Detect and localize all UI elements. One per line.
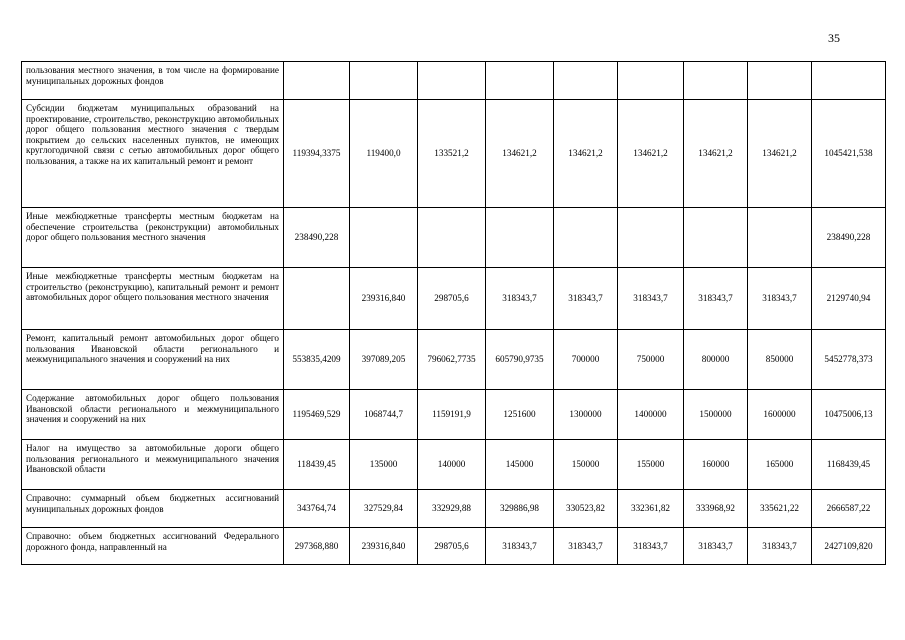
value-cell <box>350 208 418 268</box>
value-cell: 332361,82 <box>618 490 684 528</box>
value-cell: 1195469,529 <box>284 390 350 440</box>
row-description: Субсидии бюджетам муниципальных образований на проектирование, строительство, реконструкцию автомобильных дорог общего пользования местного значения с твердым покрытием до сельских населенных пунктов, не имеющих круглогодичной связи с сетью автомобильных дорог общего пользования, а также на их капитальный ремонт и ремонт <box>22 100 284 208</box>
value-cell: 297368,880 <box>284 528 350 565</box>
value-cell: 605790,9735 <box>486 330 554 390</box>
value-cell <box>284 268 350 330</box>
value-cell: 318343,7 <box>554 528 618 565</box>
value-cell: 145000 <box>486 440 554 490</box>
value-cell: 165000 <box>748 440 812 490</box>
row-description: пользования местного значения, в том числе на формирование муниципальных дорожных фондов <box>22 62 284 100</box>
value-cell: 134621,2 <box>486 100 554 208</box>
value-cell <box>486 208 554 268</box>
value-cell <box>618 62 684 100</box>
value-cell: 150000 <box>554 440 618 490</box>
value-cell: 318343,7 <box>554 268 618 330</box>
row-description: Справочно: объем бюджетных ассигнований Федерального дорожного фонда, направленный на <box>22 528 284 565</box>
value-cell <box>748 62 812 100</box>
table-row <box>22 440 886 490</box>
value-cell: 332929,88 <box>418 490 486 528</box>
table-row <box>22 100 886 208</box>
value-cell: 1159191,9 <box>418 390 486 440</box>
value-cell: 318343,7 <box>618 268 684 330</box>
row-description: Налог на имущество за автомобильные дороги общего пользования регионального и межмуниципального значения Ивановской области <box>22 440 284 490</box>
table-row <box>22 268 886 330</box>
value-cell: 318343,7 <box>684 528 748 565</box>
value-cell: 1168439,45 <box>812 440 886 490</box>
value-cell: 553835,4209 <box>284 330 350 390</box>
value-cell: 333968,92 <box>684 490 748 528</box>
value-cell <box>684 62 748 100</box>
value-cell: 10475006,13 <box>812 390 886 440</box>
value-cell <box>812 62 886 100</box>
value-cell: 119400,0 <box>350 100 418 208</box>
value-cell <box>554 62 618 100</box>
value-cell: 2129740,94 <box>812 268 886 330</box>
value-cell: 318343,7 <box>748 268 812 330</box>
value-cell: 1400000 <box>618 390 684 440</box>
value-cell: 134621,2 <box>618 100 684 208</box>
table-row <box>22 330 886 390</box>
value-cell: 1600000 <box>748 390 812 440</box>
value-cell: 329886,98 <box>486 490 554 528</box>
budget-table <box>21 61 886 565</box>
value-cell: 318343,7 <box>618 528 684 565</box>
table-row <box>22 490 886 528</box>
value-cell: 318343,7 <box>486 268 554 330</box>
value-cell: 119394,3375 <box>284 100 350 208</box>
table-row <box>22 528 886 565</box>
value-cell: 1300000 <box>554 390 618 440</box>
value-cell: 318343,7 <box>748 528 812 565</box>
row-description: Содержание автомобильных дорог общего пользования Ивановской области регионального и межмуниципального значения и сооружений на них <box>22 390 284 440</box>
value-cell: 330523,82 <box>554 490 618 528</box>
page-number: 35 <box>828 31 840 45</box>
value-cell: 133521,2 <box>418 100 486 208</box>
value-cell: 118439,45 <box>284 440 350 490</box>
value-cell: 318343,7 <box>486 528 554 565</box>
value-cell: 800000 <box>684 330 748 390</box>
value-cell: 850000 <box>748 330 812 390</box>
value-cell: 327529,84 <box>350 490 418 528</box>
table-row <box>22 208 886 268</box>
value-cell: 318343,7 <box>684 268 748 330</box>
value-cell: 160000 <box>684 440 748 490</box>
value-cell: 700000 <box>554 330 618 390</box>
row-description: Иные межбюджетные трансферты местным бюджетам на строительство (реконструкцию), капитальный ремонт и ремонт автомобильных дорог общего пользования местного значения <box>22 268 284 330</box>
value-cell: 2427109,820 <box>812 528 886 565</box>
row-description: Ремонт, капитальный ремонт автомобильных дорог общего пользования Ивановской области регионального и межмуниципального значения и сооружений на них <box>22 330 284 390</box>
value-cell: 134621,2 <box>684 100 748 208</box>
value-cell: 1251600 <box>486 390 554 440</box>
value-cell: 239316,840 <box>350 268 418 330</box>
value-cell <box>284 62 350 100</box>
value-cell: 298705,6 <box>418 528 486 565</box>
value-cell: 5452778,373 <box>812 330 886 390</box>
value-cell: 134621,2 <box>554 100 618 208</box>
value-cell: 298705,6 <box>418 268 486 330</box>
value-cell: 343764,74 <box>284 490 350 528</box>
value-cell: 1500000 <box>684 390 748 440</box>
value-cell: 135000 <box>350 440 418 490</box>
value-cell: 2666587,22 <box>812 490 886 528</box>
value-cell: 750000 <box>618 330 684 390</box>
value-cell: 397089,205 <box>350 330 418 390</box>
row-description: Справочно: суммарный объем бюджетных ассигнований муниципальных дорожных фондов <box>22 490 284 528</box>
value-cell: 796062,7735 <box>418 330 486 390</box>
table-row <box>22 62 886 100</box>
table-row <box>22 390 886 440</box>
value-cell: 238490,228 <box>284 208 350 268</box>
value-cell: 140000 <box>418 440 486 490</box>
value-cell <box>486 62 554 100</box>
value-cell: 335621,22 <box>748 490 812 528</box>
row-description: Иные межбюджетные трансферты местным бюджетам на обеспечение строительства (реконструкции) автомобильных дорог общего пользования местного значения <box>22 208 284 268</box>
value-cell <box>418 62 486 100</box>
value-cell: 1068744,7 <box>350 390 418 440</box>
value-cell <box>350 62 418 100</box>
value-cell <box>418 208 486 268</box>
value-cell: 238490,228 <box>812 208 886 268</box>
value-cell: 239316,840 <box>350 528 418 565</box>
value-cell <box>554 208 618 268</box>
value-cell <box>748 208 812 268</box>
value-cell <box>684 208 748 268</box>
value-cell <box>618 208 684 268</box>
value-cell: 134621,2 <box>748 100 812 208</box>
value-cell: 155000 <box>618 440 684 490</box>
value-cell: 1045421,538 <box>812 100 886 208</box>
